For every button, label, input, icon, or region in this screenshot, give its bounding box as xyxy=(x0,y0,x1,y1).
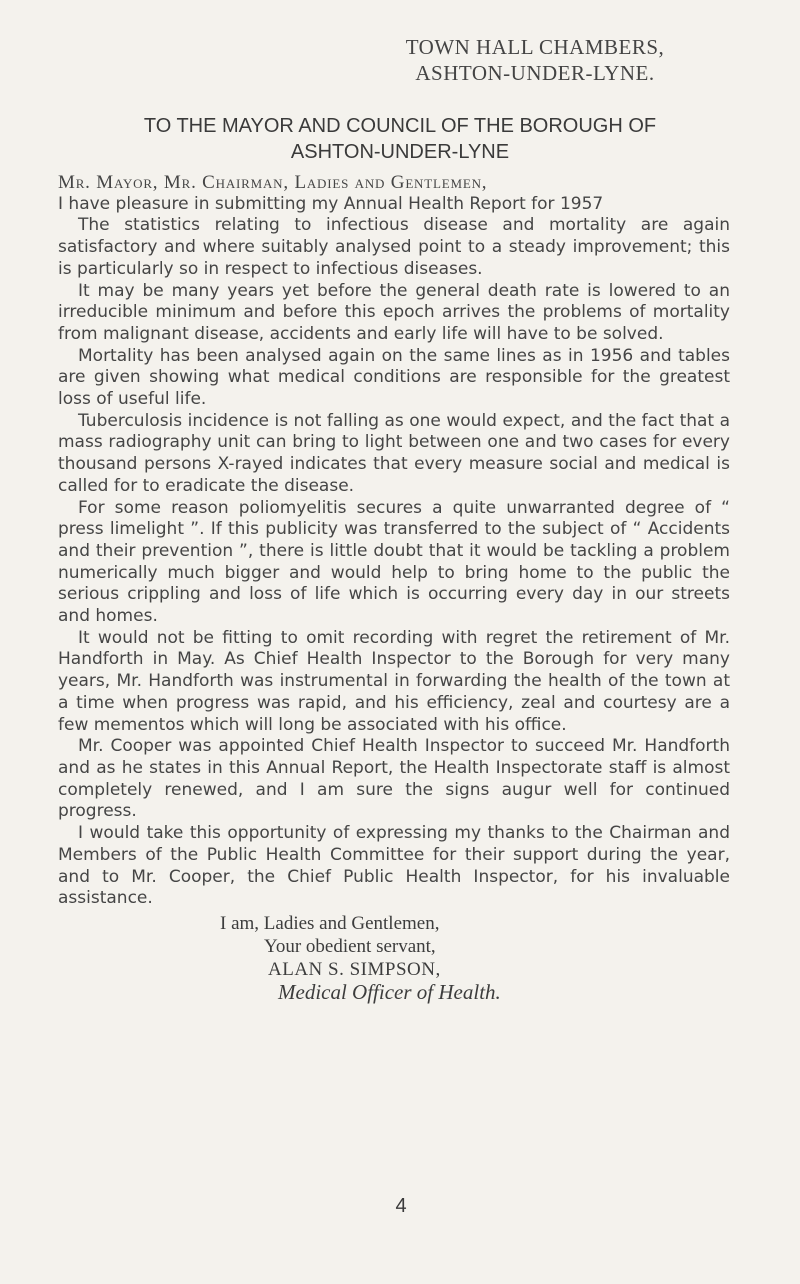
paragraph: For some reason poliomyelitis secures a quite unwarranted degree of “ press limelight ”. If this publicity was transferred to the subject of “ Accidents and their prevention ”, there is little doubt that it would be tackling a problem numerically much bigger and would help to bring home to the public the serious crippling and loss of life which is occurring every day in our streets and homes. xyxy=(58,497,730,627)
letter-body xyxy=(58,172,730,1004)
paragraph: I would take this opportunity of expressing my thanks to the Chairman and Members of the Public Health Committee for their support during the year, and to Mr. Cooper, the Chief Public Health Inspector, for his invaluable assistance. xyxy=(58,823,730,909)
salutation: Mr. Mayor, Mr. Chairman, Ladies and Gentlemen, xyxy=(58,172,488,193)
paragraph: Tuberculosis incidence is not falling as one would expect, and the fact that a mass radiography unit can bring to light between one and two cases for every thousand persons X-rayed indicates that every measure social and medical is called for to eradicate the disease. xyxy=(58,410,730,496)
sign-off xyxy=(58,912,730,1004)
letter-heading xyxy=(40,113,760,165)
signatory-name: ALAN S. SIMPSON, xyxy=(268,958,441,980)
paragraph: I have pleasure in submitting my Annual Health Report for 1957 xyxy=(58,193,604,214)
servant-line: Your obedient servant, xyxy=(264,935,436,957)
paragraph: The statistics relating to infectious disease and mortality are again satisfactory and where suitably analysed point to a steady improvement; this is particularly so in respect to infectious diseases. xyxy=(58,215,730,279)
address-line-1: TOWN HALL CHAMBERS, xyxy=(405,35,665,59)
paragraph: It would not be fitting to omit recording with regret the retirement of Mr. Handforth in May. As Chief Health Inspector to the Borough for very many years, Mr. Handforth was instrumental in forwarding the health of the town at a time when progress was rapid, and his efficiency, zeal and courtesy are a few mementos which will long be associated with his office. xyxy=(58,627,730,735)
paragraph: Mortality has been analysed again on the same lines as in 1956 and tables are given showing what medical conditions are responsible for the greatest loss of useful life. xyxy=(58,345,730,410)
signatory-position: Medical Officer of Health. xyxy=(278,979,501,1004)
paragraph: Mr. Cooper was appointed Chief Health Inspector to succeed Mr. Handforth and as he states in this Annual Report, the Health Inspectorate staff is almost completely renewed, and I am sure the signs augur well for continued progress. xyxy=(58,736,730,822)
closing-line: I am, Ladies and Gentlemen, xyxy=(220,912,440,934)
heading-line-2: ASHTON-UNDER-LYNE xyxy=(290,141,510,163)
page-number: 4 xyxy=(395,1195,407,1217)
signature-block xyxy=(220,912,800,1004)
paragraph: It may be many years yet before the general death rate is lowered to an irreducible minimum and before this epoch arrives the problems of mortality from malignant disease, accidents and early life will have to be solved. xyxy=(58,280,730,344)
address-line-2: ASHTON-UNDER-LYNE. xyxy=(415,61,655,85)
sender-address xyxy=(355,34,715,86)
heading-line-1: TO THE MAYOR AND COUNCIL OF THE BOROUGH OF xyxy=(143,115,657,137)
